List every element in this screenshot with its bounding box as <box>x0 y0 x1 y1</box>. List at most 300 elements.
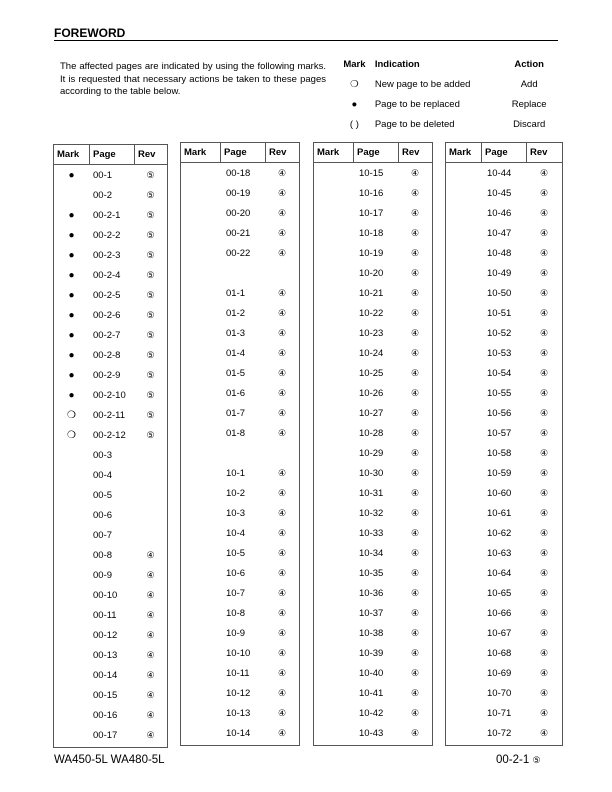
row-page: 01-2 <box>226 307 246 319</box>
row-page: 10-39 <box>359 647 384 659</box>
row-rev: ④ <box>539 307 549 318</box>
table-row <box>314 203 432 223</box>
table-row <box>446 723 562 743</box>
row-rev: ④ <box>277 547 287 558</box>
delete-mark-icon: ( ) <box>349 119 359 130</box>
table-header <box>181 143 299 163</box>
table-row <box>54 405 167 425</box>
row-page: 00-2-8 <box>93 349 121 361</box>
row-rev: ④ <box>146 729 155 740</box>
row-rev: ④ <box>539 207 549 218</box>
row-page: 00-2-3 <box>93 249 121 261</box>
table-row <box>181 683 299 703</box>
page-number-footer <box>496 754 541 766</box>
table-row <box>54 265 167 285</box>
legend-row-replace <box>334 99 564 119</box>
table-row <box>314 183 432 203</box>
row-rev: ④ <box>277 407 287 418</box>
column-header-mark: Mark <box>449 147 472 158</box>
table-row <box>54 325 167 345</box>
row-rev: ⑤ <box>146 169 155 180</box>
table-row <box>314 583 432 603</box>
row-page: 00-15 <box>93 689 118 701</box>
row-mark: ● <box>68 289 75 301</box>
row-mark: ● <box>68 309 75 321</box>
table-row <box>54 445 167 465</box>
row-page: 00-20 <box>226 207 251 219</box>
table-row <box>446 683 562 703</box>
table-row <box>181 183 299 203</box>
legend-header-action: Action <box>514 59 544 70</box>
row-page: 10-61 <box>487 507 512 519</box>
table-row <box>446 423 562 443</box>
row-page: 00-2-9 <box>93 369 121 381</box>
row-page: 10-21 <box>359 287 384 299</box>
row-page: 00-2-6 <box>93 309 121 321</box>
table-row <box>314 543 432 563</box>
row-page: 10-56 <box>487 407 512 419</box>
row-page: 10-14 <box>226 727 251 739</box>
column-header-rev: Rev <box>526 143 562 162</box>
row-page: 00-6 <box>93 509 113 521</box>
table-row <box>54 165 167 185</box>
row-rev: ④ <box>277 167 287 178</box>
table-row <box>446 563 562 583</box>
row-page: 10-63 <box>487 547 512 559</box>
row-page: 10-65 <box>487 587 512 599</box>
row-rev: ④ <box>146 609 155 620</box>
row-rev: ④ <box>146 709 155 720</box>
column-header-page: Page <box>220 143 265 162</box>
replace-mark-icon: ● <box>351 99 358 110</box>
row-page: 10-37 <box>359 607 384 619</box>
table-row <box>54 205 167 225</box>
table-row <box>181 523 299 543</box>
table-row <box>54 365 167 385</box>
row-rev: ④ <box>539 507 549 518</box>
row-page: 10-29 <box>359 447 384 459</box>
row-page: 00-11 <box>93 609 117 621</box>
row-page: 10-62 <box>487 527 512 539</box>
row-rev: ④ <box>146 629 155 640</box>
row-rev: ④ <box>277 687 287 698</box>
row-rev: ④ <box>277 727 287 738</box>
row-mark: ● <box>68 389 75 401</box>
table-row <box>446 583 562 603</box>
row-page: 10-11 <box>226 667 250 679</box>
row-page: 00-14 <box>93 669 118 681</box>
row-page: 10-16 <box>359 187 384 199</box>
table-row <box>54 605 167 625</box>
row-rev: ④ <box>277 507 287 518</box>
table-row <box>314 703 432 723</box>
row-rev: ④ <box>410 247 420 258</box>
row-rev: ⑤ <box>146 329 155 340</box>
row-page: 10-36 <box>359 587 384 599</box>
page-title: FOREWORD <box>54 26 126 40</box>
row-page: 10-53 <box>487 347 512 359</box>
table-header <box>446 143 562 163</box>
row-rev: ④ <box>410 527 420 538</box>
row-page: 10-17 <box>359 207 384 219</box>
row-rev: ④ <box>539 167 549 178</box>
table-row <box>314 163 432 183</box>
row-page: 10-71 <box>487 707 512 719</box>
row-page: 00-2-12 <box>93 429 126 441</box>
row-page: 00-4 <box>93 469 113 481</box>
revision-table-3 <box>313 142 433 746</box>
row-rev: ④ <box>410 407 420 418</box>
row-rev: ④ <box>410 627 420 638</box>
row-page: 00-12 <box>93 629 118 641</box>
row-page: 00-5 <box>93 489 113 501</box>
table-row <box>181 443 299 463</box>
table-row <box>314 663 432 683</box>
row-page: 00-13 <box>93 649 118 661</box>
row-page: 01-8 <box>226 427 246 439</box>
legend-action: Discard <box>513 119 546 130</box>
row-page: 10-13 <box>226 707 251 719</box>
row-page: 10-12 <box>226 687 251 699</box>
table-row <box>314 303 432 323</box>
row-rev: ④ <box>539 467 549 478</box>
row-page: 10-35 <box>359 567 384 579</box>
table-row <box>314 343 432 363</box>
row-rev: ④ <box>277 527 287 538</box>
table-row <box>314 243 432 263</box>
row-rev: ④ <box>277 587 287 598</box>
row-page: 10-54 <box>487 367 512 379</box>
row-rev: ④ <box>277 567 287 578</box>
table-row <box>54 285 167 305</box>
row-page: 10-27 <box>359 407 384 419</box>
table-row <box>181 663 299 683</box>
row-rev: ④ <box>539 687 549 698</box>
row-rev: ④ <box>277 627 287 638</box>
table-row <box>181 303 299 323</box>
row-page: 00-2 <box>93 189 113 201</box>
row-rev: ④ <box>410 387 420 398</box>
row-page: 10-15 <box>359 167 384 179</box>
column-header-mark: Mark <box>317 147 340 158</box>
table-row <box>54 245 167 265</box>
row-page: 10-59 <box>487 467 512 479</box>
row-page: 10-31 <box>359 487 384 499</box>
row-rev: ④ <box>539 287 549 298</box>
column-header-mark: Mark <box>184 147 207 158</box>
column-header-page: Page <box>89 145 134 164</box>
row-page: 10-49 <box>487 267 512 279</box>
row-rev: ④ <box>277 487 287 498</box>
table-row <box>54 525 167 545</box>
row-rev: ④ <box>539 427 549 438</box>
legend-row-add <box>334 79 564 99</box>
table-row <box>446 383 562 403</box>
row-page: 00-2-2 <box>93 229 121 241</box>
table-row <box>181 243 299 263</box>
row-rev: ④ <box>410 607 420 618</box>
row-page: 00-19 <box>226 187 251 199</box>
row-rev: ④ <box>410 367 420 378</box>
table-row <box>314 603 432 623</box>
row-page: 01-6 <box>226 387 246 399</box>
table-row <box>446 263 562 283</box>
row-rev: ④ <box>410 267 420 278</box>
table-row <box>446 623 562 643</box>
row-page: 10-23 <box>359 327 384 339</box>
table-row <box>54 545 167 565</box>
row-rev: ④ <box>410 567 420 578</box>
row-mark: ❍ <box>67 409 76 421</box>
table-row <box>181 563 299 583</box>
row-rev: ④ <box>410 707 420 718</box>
row-rev: ④ <box>539 387 549 398</box>
row-rev: ④ <box>277 187 287 198</box>
row-rev: ④ <box>539 347 549 358</box>
row-rev: ④ <box>277 227 287 238</box>
table-row <box>54 465 167 485</box>
row-rev: ④ <box>277 667 287 678</box>
row-rev: ④ <box>539 187 549 198</box>
row-rev: ④ <box>539 647 549 658</box>
row-page: 10-48 <box>487 247 512 259</box>
row-page: 10-22 <box>359 307 384 319</box>
row-page: 10-51 <box>487 307 512 319</box>
table-row <box>181 543 299 563</box>
row-page: 00-8 <box>93 549 113 561</box>
table-row <box>314 443 432 463</box>
table-row <box>314 503 432 523</box>
row-rev: ④ <box>410 547 420 558</box>
table-row <box>181 263 299 283</box>
new-page-mark-icon: ❍ <box>350 79 359 90</box>
legend-row-discard <box>334 119 564 139</box>
table-row <box>314 423 432 443</box>
table-row <box>446 323 562 343</box>
row-rev: ④ <box>277 207 287 218</box>
table-row <box>446 163 562 183</box>
row-page: 10-8 <box>226 607 246 619</box>
row-page: 10-25 <box>359 367 384 379</box>
table-row <box>446 443 562 463</box>
row-page: 10-40 <box>359 667 384 679</box>
table-row <box>446 523 562 543</box>
table-row <box>446 363 562 383</box>
row-rev: ④ <box>539 247 549 258</box>
row-page: 01-1 <box>226 287 246 299</box>
row-rev: ④ <box>277 327 287 338</box>
row-rev: ④ <box>277 247 287 258</box>
row-rev: ⑤ <box>146 209 155 220</box>
row-page: 00-9 <box>93 569 113 581</box>
row-page: 10-18 <box>359 227 384 239</box>
revision-table-2 <box>180 142 300 746</box>
row-page: 10-42 <box>359 707 384 719</box>
row-mark: ● <box>68 349 75 361</box>
table-row <box>54 585 167 605</box>
row-rev: ④ <box>410 587 420 598</box>
table-row <box>446 223 562 243</box>
intro-text: The affected pages are indicated by using the following marks. It is requested that necessary actions be taken to these pages according to the table below. <box>60 61 326 97</box>
row-rev: ④ <box>410 347 420 358</box>
table-row <box>314 223 432 243</box>
table-row <box>446 243 562 263</box>
table-row <box>181 603 299 623</box>
table-row <box>446 283 562 303</box>
row-rev: ④ <box>410 647 420 658</box>
row-rev: ④ <box>539 667 549 678</box>
table-row <box>446 703 562 723</box>
table-row <box>181 703 299 723</box>
row-rev: ④ <box>410 187 420 198</box>
row-page: 10-2 <box>226 487 246 499</box>
row-page: 00-16 <box>93 709 118 721</box>
row-rev: ④ <box>146 669 155 680</box>
row-rev: ④ <box>277 387 287 398</box>
row-page: 10-50 <box>487 287 512 299</box>
table-row <box>314 403 432 423</box>
row-page: 10-55 <box>487 387 512 399</box>
row-page: 00-2-10 <box>93 389 126 401</box>
row-rev: ④ <box>277 707 287 718</box>
row-rev: ④ <box>539 407 549 418</box>
table-row <box>54 625 167 645</box>
row-page: 10-9 <box>226 627 246 639</box>
row-page: 10-4 <box>226 527 246 539</box>
row-page: 01-7 <box>226 407 246 419</box>
row-page: 10-70 <box>487 687 512 699</box>
table-row <box>446 203 562 223</box>
row-mark: ● <box>68 169 75 181</box>
row-rev: ④ <box>277 367 287 378</box>
table-row <box>181 163 299 183</box>
table-row <box>54 565 167 585</box>
row-page: 10-52 <box>487 327 512 339</box>
row-page: 10-1 <box>226 467 246 479</box>
row-mark: ● <box>68 209 75 221</box>
row-page: 10-45 <box>487 187 512 199</box>
row-page: 10-43 <box>359 727 384 739</box>
model-footer: WA450-5L WA480-5L <box>54 754 165 766</box>
row-rev: ⑤ <box>146 309 155 320</box>
table-row <box>314 563 432 583</box>
table-row <box>446 483 562 503</box>
row-page: 10-3 <box>226 507 246 519</box>
row-rev: ⑤ <box>146 389 155 400</box>
row-rev: ⑤ <box>146 429 155 440</box>
table-row <box>446 543 562 563</box>
row-page: 10-26 <box>359 387 384 399</box>
row-rev: ④ <box>277 467 287 478</box>
row-page: 10-46 <box>487 207 512 219</box>
row-rev: ④ <box>410 447 420 458</box>
row-page: 00-7 <box>93 529 113 541</box>
table-row <box>446 403 562 423</box>
row-rev: ④ <box>410 507 420 518</box>
table-row <box>446 303 562 323</box>
table-row <box>314 483 432 503</box>
row-rev: ④ <box>539 327 549 338</box>
table-row <box>181 423 299 443</box>
row-rev: ④ <box>539 587 549 598</box>
table-row <box>181 203 299 223</box>
row-rev: ④ <box>146 649 155 660</box>
table-row <box>314 683 432 703</box>
table-row <box>54 345 167 365</box>
row-rev: ④ <box>277 607 287 618</box>
row-rev: ④ <box>539 267 549 278</box>
column-header-mark: Mark <box>57 149 80 160</box>
table-row <box>314 323 432 343</box>
row-page: 00-2-7 <box>93 329 121 341</box>
row-rev: ④ <box>410 167 420 178</box>
table-row <box>54 505 167 525</box>
row-page: 10-57 <box>487 427 512 439</box>
row-page: 00-2-11 <box>93 409 126 421</box>
legend-header-indication: Indication <box>374 59 420 70</box>
column-header-page: Page <box>481 143 526 162</box>
legend-indication: Page to be replaced <box>374 99 460 110</box>
table-row <box>446 663 562 683</box>
table-row <box>181 343 299 363</box>
table-row <box>54 645 167 665</box>
row-rev: ④ <box>539 447 549 458</box>
row-page: 10-19 <box>359 247 384 259</box>
row-rev: ④ <box>410 427 420 438</box>
table-row <box>54 385 167 405</box>
row-page: 10-44 <box>487 167 512 179</box>
table-row <box>314 523 432 543</box>
row-rev: ④ <box>277 427 287 438</box>
legend-action: Add <box>520 79 538 90</box>
row-page: 00-2-1 <box>93 209 121 221</box>
row-page: 00-17 <box>93 729 118 741</box>
row-rev: ④ <box>277 287 287 298</box>
row-page: 10-7 <box>226 587 246 599</box>
column-header-page: Page <box>353 143 398 162</box>
row-rev: ④ <box>539 707 549 718</box>
row-rev: ④ <box>539 567 549 578</box>
table-row <box>181 483 299 503</box>
row-page: 00-2-5 <box>93 289 121 301</box>
row-mark: ● <box>68 249 75 261</box>
table-row <box>314 363 432 383</box>
table-row <box>181 403 299 423</box>
row-page: 10-6 <box>226 567 246 579</box>
row-page: 10-67 <box>487 627 512 639</box>
table-row <box>181 723 299 743</box>
row-rev: ④ <box>277 347 287 358</box>
row-mark: ● <box>68 369 75 381</box>
table-row <box>181 223 299 243</box>
page-number: 00-2-1 <box>496 754 530 766</box>
row-rev: ④ <box>539 627 549 638</box>
table-row <box>54 305 167 325</box>
row-page: 10-41 <box>359 687 384 699</box>
table-row <box>181 583 299 603</box>
row-rev: ④ <box>539 727 549 738</box>
row-rev: ④ <box>146 569 155 580</box>
row-rev: ④ <box>146 589 155 600</box>
row-page: 10-24 <box>359 347 384 359</box>
row-mark: ❍ <box>67 429 76 441</box>
row-page: 10-60 <box>487 487 512 499</box>
row-page: 10-33 <box>359 527 384 539</box>
title-rule <box>54 40 558 41</box>
table-row <box>314 463 432 483</box>
table-row <box>54 705 167 725</box>
row-rev: ④ <box>410 207 420 218</box>
